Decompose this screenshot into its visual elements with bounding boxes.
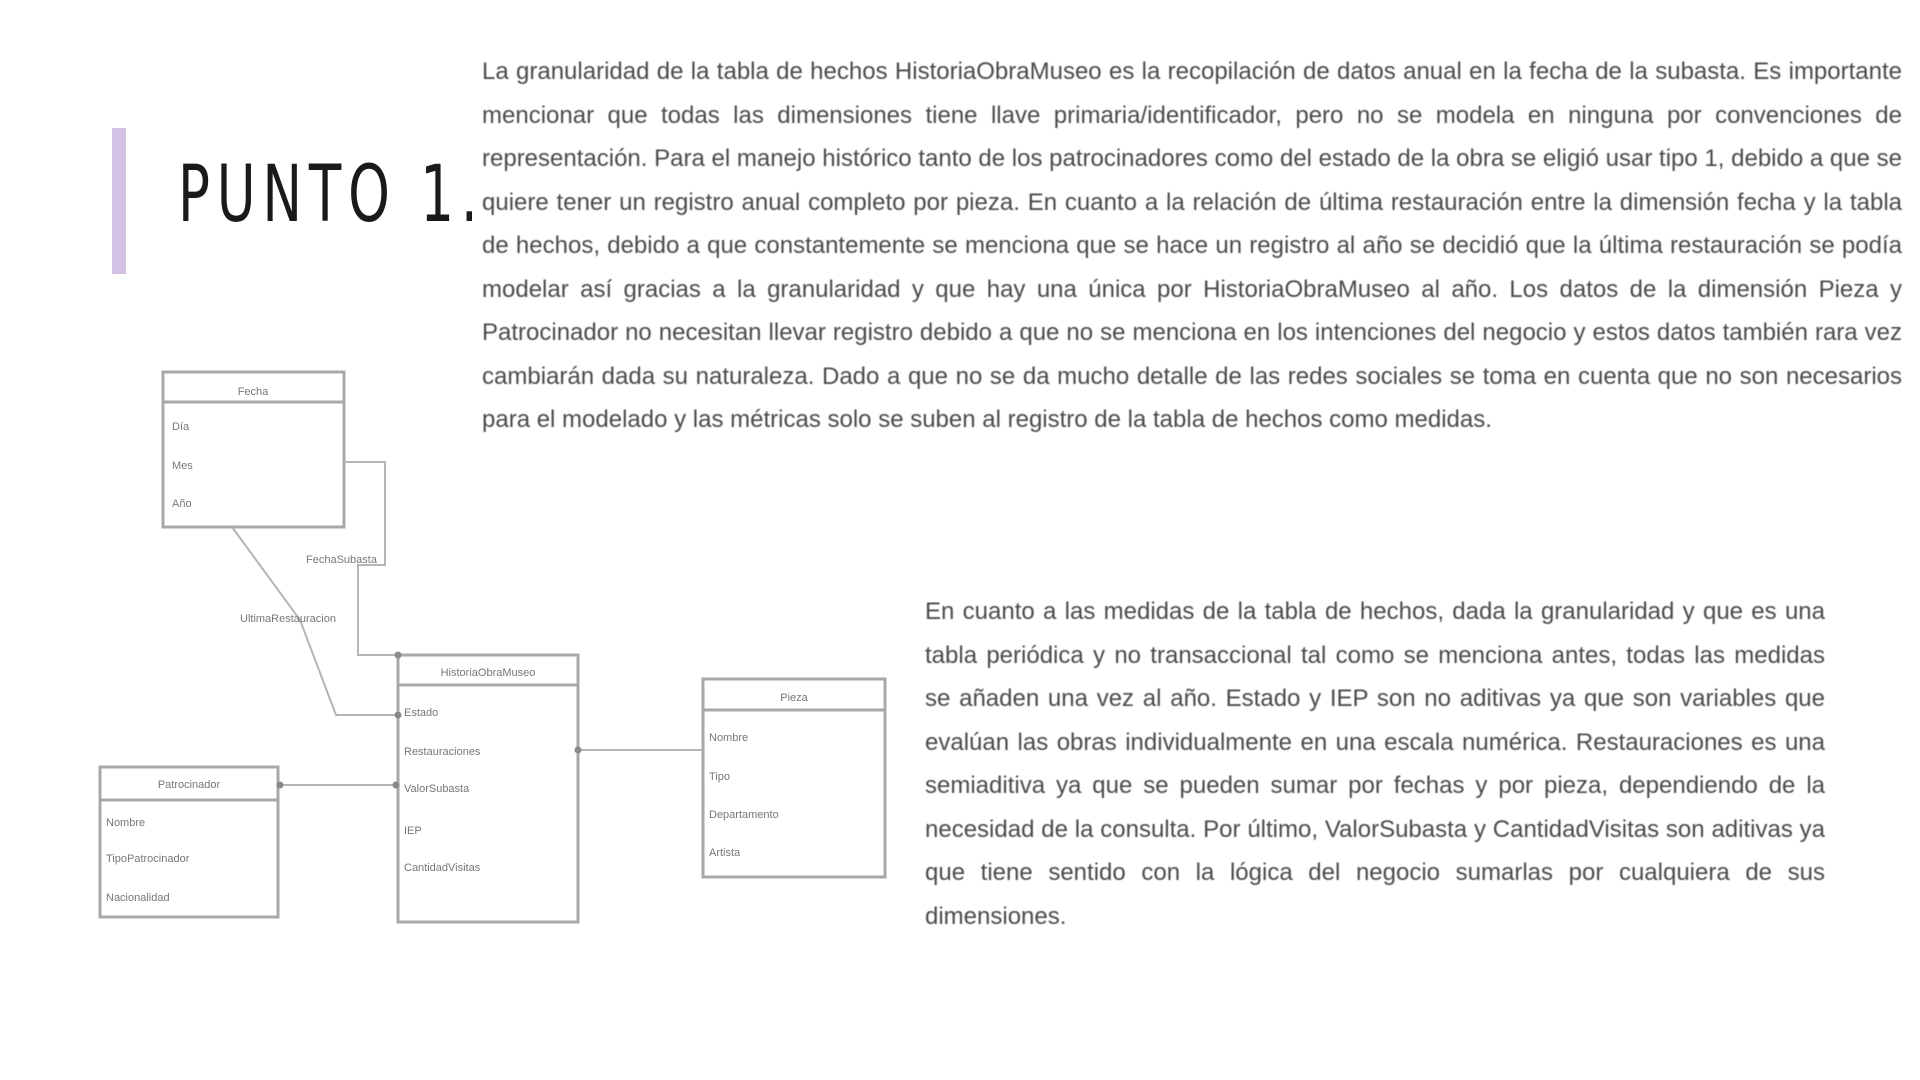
patrocinador-attr-nombre: Nombre	[106, 817, 146, 829]
historia-attr-estado: Estado	[404, 707, 439, 719]
historia-attr-cantidadvisitas: CantidadVisitas	[404, 862, 481, 874]
fecha-subasta-label: FechaSubasta	[306, 554, 377, 566]
pieza-attr-departamento: Departamento	[709, 809, 779, 821]
fecha-attr-dia: Día	[172, 421, 190, 433]
fecha-attr-anio: Año	[172, 498, 192, 510]
pieza-entity-name: Pieza	[780, 692, 808, 704]
historia-attr-iep: IEP	[404, 825, 422, 837]
fecha-attr-mes: Mes	[172, 460, 193, 472]
historia-entity-name: HistoriaObraMuseo	[440, 667, 536, 679]
ultima-restauracion-label: UltimaRestauracion	[240, 613, 336, 625]
pieza-attr-tipo: Tipo	[709, 771, 730, 783]
fecha-entity-name: Fecha	[237, 386, 269, 398]
historia-attr-restauraciones: Restauraciones	[404, 746, 481, 758]
patrocinador-attr-nacionalidad: Nacionalidad	[106, 892, 170, 904]
patrocinador-attr-tipo: TipoPatrocinador	[106, 853, 190, 865]
measures-paragraph: En cuanto a las medidas de la tabla de hechos, dada la granularidad y que es una tabla periódica y no transaccional tal como se menciona antes, todas las medidas se añaden una vez al año. Estado y IEP son no aditivas ya que son variables que evalúan las obras individualmente en una escala numérica. Restauraciones es una semiaditiva ya que se pueden sumar por fechas y por pieza, dependiendo de la necesidad de la consulta. Por último, ValorSubasta y CantidadVisitas son aditivas ya que tiene sentido con la lógica del negocio sumarlas por cualquiera de sus dimensiones.	[925, 598, 1825, 930]
patrocinador-entity-name: Patrocinador	[157, 779, 221, 791]
historia-attr-valorsubasta: ValorSubasta	[404, 783, 470, 795]
pieza-attr-nombre: Nombre	[709, 732, 749, 744]
slide-title: PUNTO 1.	[178, 150, 485, 240]
granularity-paragraph: La granularidad de la tabla de hechos HistoriaObraMuseo es la recopilación de datos anual en la fecha de la subasta. Es importante mencionar que todas las dimensiones tiene llave primaria/identificador, pero no se modela en ninguna por convenciones de representación. Para el manejo histórico tanto de los patrocinadores como del estado de la obra se eligió usar tipo 1, debido a que se quiere tener un registro anual completo por pieza. En cuanto a la relación de última restauración entre la dimensión fecha y la tabla de hechos, debido a que constantemente se menciona que se hace un registro al año se decidió que la última restauración se podía modelar así gracias a la granularidad y que hay una única por HistoriaObraMuseo al año. Los datos de la dimensión Pieza y Patrocinador no necesitan llevar registro debido a que no se menciona en los intenciones del negocio y estos datos también rara vez cambiarán dada su naturaleza. Dado a que no se da mucho detalle de las redes sociales se toma en cuenta que no son necesarios para el modelado y las métricas solo se suben al registro de la tabla de hechos como medidas.	[482, 58, 1902, 433]
pieza-attr-artista: Artista	[709, 847, 741, 859]
